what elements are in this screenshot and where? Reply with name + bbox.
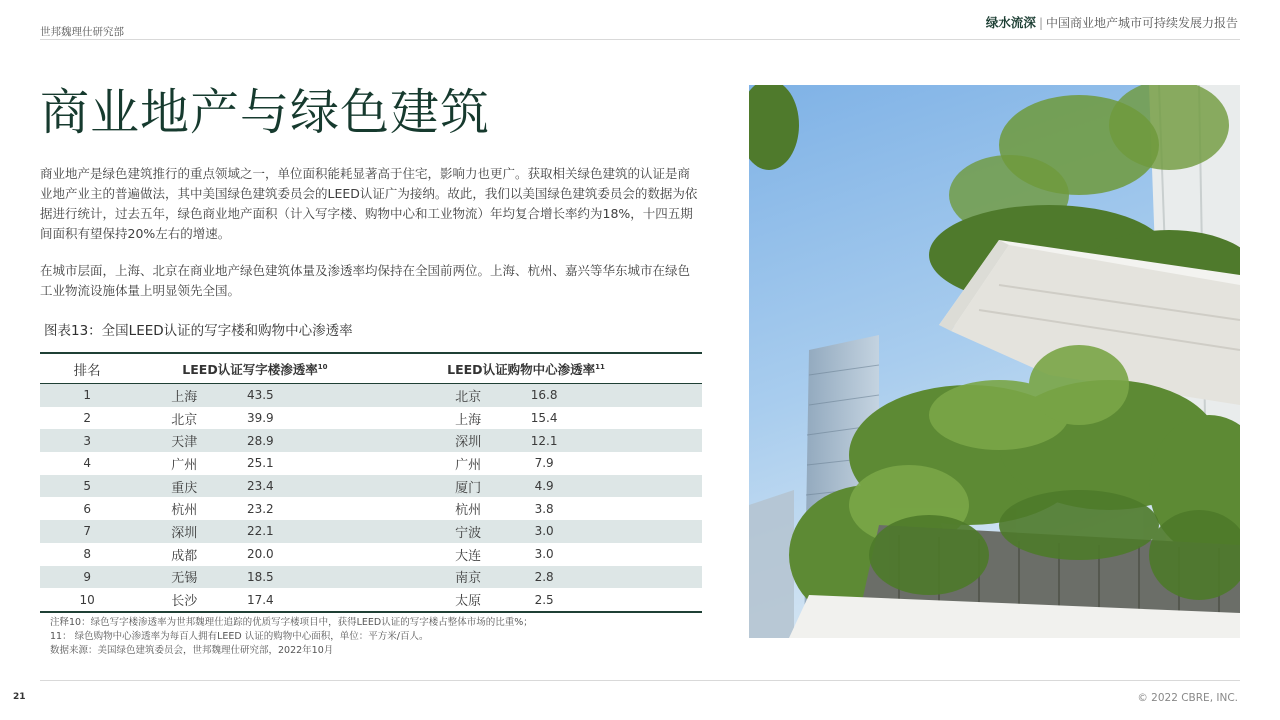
col-office-footnote: 10 [317, 362, 328, 371]
office-city-cell: 杭州 [134, 497, 240, 520]
rank-cell: 5 [40, 475, 134, 498]
office-value-cell-text: 17.4 [246, 592, 274, 607]
table-body [40, 384, 702, 612]
mall-value-cell [524, 475, 702, 498]
office-value-cell-text: 25.1 [246, 456, 274, 471]
mall-city-cell: 南京 [418, 566, 524, 589]
page-title: 商业地产与绿色建筑 [40, 84, 491, 141]
mall-value-cell-text: 16.8 [530, 388, 558, 403]
office-value-cell-text: 39.9 [246, 411, 274, 426]
mall-value-cell [524, 520, 702, 543]
mall-value-cell-text: 3.8 [534, 501, 554, 516]
rank-cell: 1 [40, 384, 134, 407]
page-number: 21 [13, 692, 26, 702]
office-city-cell: 深圳 [134, 520, 240, 543]
office-value-cell [240, 475, 418, 498]
rank-cell: 4 [40, 452, 134, 475]
table-row [40, 407, 702, 430]
mall-value-cell [524, 588, 702, 612]
table-row [40, 384, 702, 407]
header-org: 世邦魏理仕研究部 [40, 26, 124, 38]
mall-city-cell: 上海 [418, 407, 524, 430]
note-11: 11： 绿色购物中心渗透率为每百人拥有LEED 认证的购物中心面积，单位：平方米/百人。 [50, 631, 429, 642]
rank-cell: 2 [40, 407, 134, 430]
mall-value-cell [524, 543, 702, 566]
mall-city-cell: 杭州 [418, 497, 524, 520]
footer-divider [40, 680, 1240, 681]
mall-value-cell-text: 3.0 [534, 524, 554, 539]
office-value-cell [240, 588, 418, 612]
mall-city-cell: 大连 [418, 543, 524, 566]
mall-value-cell-text: 4.9 [534, 479, 554, 494]
mall-value-cell-text: 15.4 [530, 411, 558, 426]
col-mall-header [418, 353, 702, 384]
office-city-cell: 上海 [134, 384, 240, 407]
table-row [40, 566, 702, 589]
mall-city-cell: 宁波 [418, 520, 524, 543]
body-paragraph-1: 商业地产是绿色建筑推行的重点领域之一，单位面积能耗显著高于住宅，影响力也更广。获取相关绿色建筑的认证是商业地产业主的普遍做法，其中美国绿色建筑委员会的LEED认证广为接纳。故此，我们以美国绿色建筑委员会的数据为依据进行统计，过去五年，绿色商业地产面积（计入写字楼、购物中心和工业物流）年均复合增长率约为18%，十四五期间面积有望保持20%左右的增速。 [40, 166, 698, 241]
mall-value-cell [524, 497, 702, 520]
mall-city-cell: 北京 [418, 384, 524, 407]
table-row [40, 452, 702, 475]
office-value-cell [240, 497, 418, 520]
mall-city-cell: 厦门 [418, 475, 524, 498]
table-row [40, 475, 702, 498]
office-city-cell: 成都 [134, 543, 240, 566]
data-source: 数据来源：美国绿色建筑委员会，世邦魏理仕研究部，2022年10月 [50, 645, 334, 656]
office-value-cell [240, 429, 418, 452]
mall-value-cell [524, 452, 702, 475]
table-header-row [40, 353, 702, 384]
mall-value-cell [524, 407, 702, 430]
mall-city-cell: 太原 [418, 588, 524, 612]
office-value-cell [240, 407, 418, 430]
figure-title: 图表13：全国LEED认证的写字楼和购物中心渗透率 [44, 323, 353, 339]
mall-value-cell [524, 429, 702, 452]
office-city-cell: 广州 [134, 452, 240, 475]
office-value-cell-text: 22.1 [246, 524, 274, 539]
office-value-cell-text: 23.4 [246, 479, 274, 494]
rank-cell: 6 [40, 497, 134, 520]
copyright: © 2022 CBRE, INC. [1137, 692, 1238, 704]
mall-city-cell: 深圳 [418, 429, 524, 452]
mall-value-cell [524, 566, 702, 589]
office-city-cell: 长沙 [134, 588, 240, 612]
office-value-cell [240, 452, 418, 475]
office-value-cell [240, 520, 418, 543]
header-report-title [986, 13, 1238, 31]
col-office-label: 认证写字楼渗透率 [217, 361, 318, 377]
col-mall-footnote: 11 [595, 362, 605, 371]
rank-cell: 3 [40, 429, 134, 452]
table-row [40, 429, 702, 452]
rank-cell: 7 [40, 520, 134, 543]
figure-notes [50, 616, 533, 658]
mall-value-cell-text: 3.0 [534, 547, 554, 562]
office-value-cell [240, 543, 418, 566]
table-row [40, 497, 702, 520]
rank-cell: 8 [40, 543, 134, 566]
office-value-cell-text: 20.0 [246, 547, 274, 562]
office-value-cell-text: 28.9 [246, 433, 274, 448]
office-value-cell [240, 384, 418, 407]
col-mall-label: 认证购物中心渗透率 [482, 361, 596, 377]
mall-value-cell-text: 2.8 [534, 569, 554, 584]
col-mall-prefix: LEED [447, 361, 483, 377]
green-building-photo [749, 85, 1240, 638]
body-paragraph-2: 在城市层面，上海、北京在商业地产绿色建筑体量及渗透率均保持在全国前两位。上海、杭州、嘉兴等华东城市在绿色工业物流设施体量上明显领先全国。 [40, 263, 691, 298]
office-city-cell: 天津 [134, 429, 240, 452]
office-city-cell: 北京 [134, 407, 240, 430]
report-brand: 绿水流深 [985, 15, 1036, 30]
mall-city-cell: 广州 [418, 452, 524, 475]
note-10: 注释10：绿色写字楼渗透率为世邦魏理仕追踪的优质写字楼项目中，获得LEED认证的写字楼占整体市场的比重%； [50, 617, 533, 628]
leed-penetration-table [40, 352, 702, 613]
table-row [40, 520, 702, 543]
office-city-cell: 重庆 [134, 475, 240, 498]
office-value-cell-text: 18.5 [246, 569, 274, 584]
office-value-cell-text: 43.5 [246, 388, 274, 403]
mall-value-cell [524, 384, 702, 407]
office-city-cell: 无锡 [134, 566, 240, 589]
table-row [40, 588, 702, 612]
rank-cell: 10 [40, 588, 134, 612]
header-divider [40, 39, 1240, 40]
mall-value-cell-text: 7.9 [534, 456, 554, 471]
col-office-header [134, 353, 418, 384]
header-separator: | [1038, 16, 1043, 30]
col-office-prefix: LEED [182, 361, 218, 377]
office-value-cell [240, 566, 418, 589]
table-row [40, 543, 702, 566]
report-subtitle: 中国商业地产城市可持续发展力报告 [1045, 16, 1238, 30]
col-rank-header: 排名 [40, 353, 134, 384]
mall-value-cell-text: 12.1 [530, 433, 558, 448]
rank-cell: 9 [40, 566, 134, 589]
mall-value-cell-text: 2.5 [534, 592, 554, 607]
office-value-cell-text: 23.2 [246, 501, 274, 516]
